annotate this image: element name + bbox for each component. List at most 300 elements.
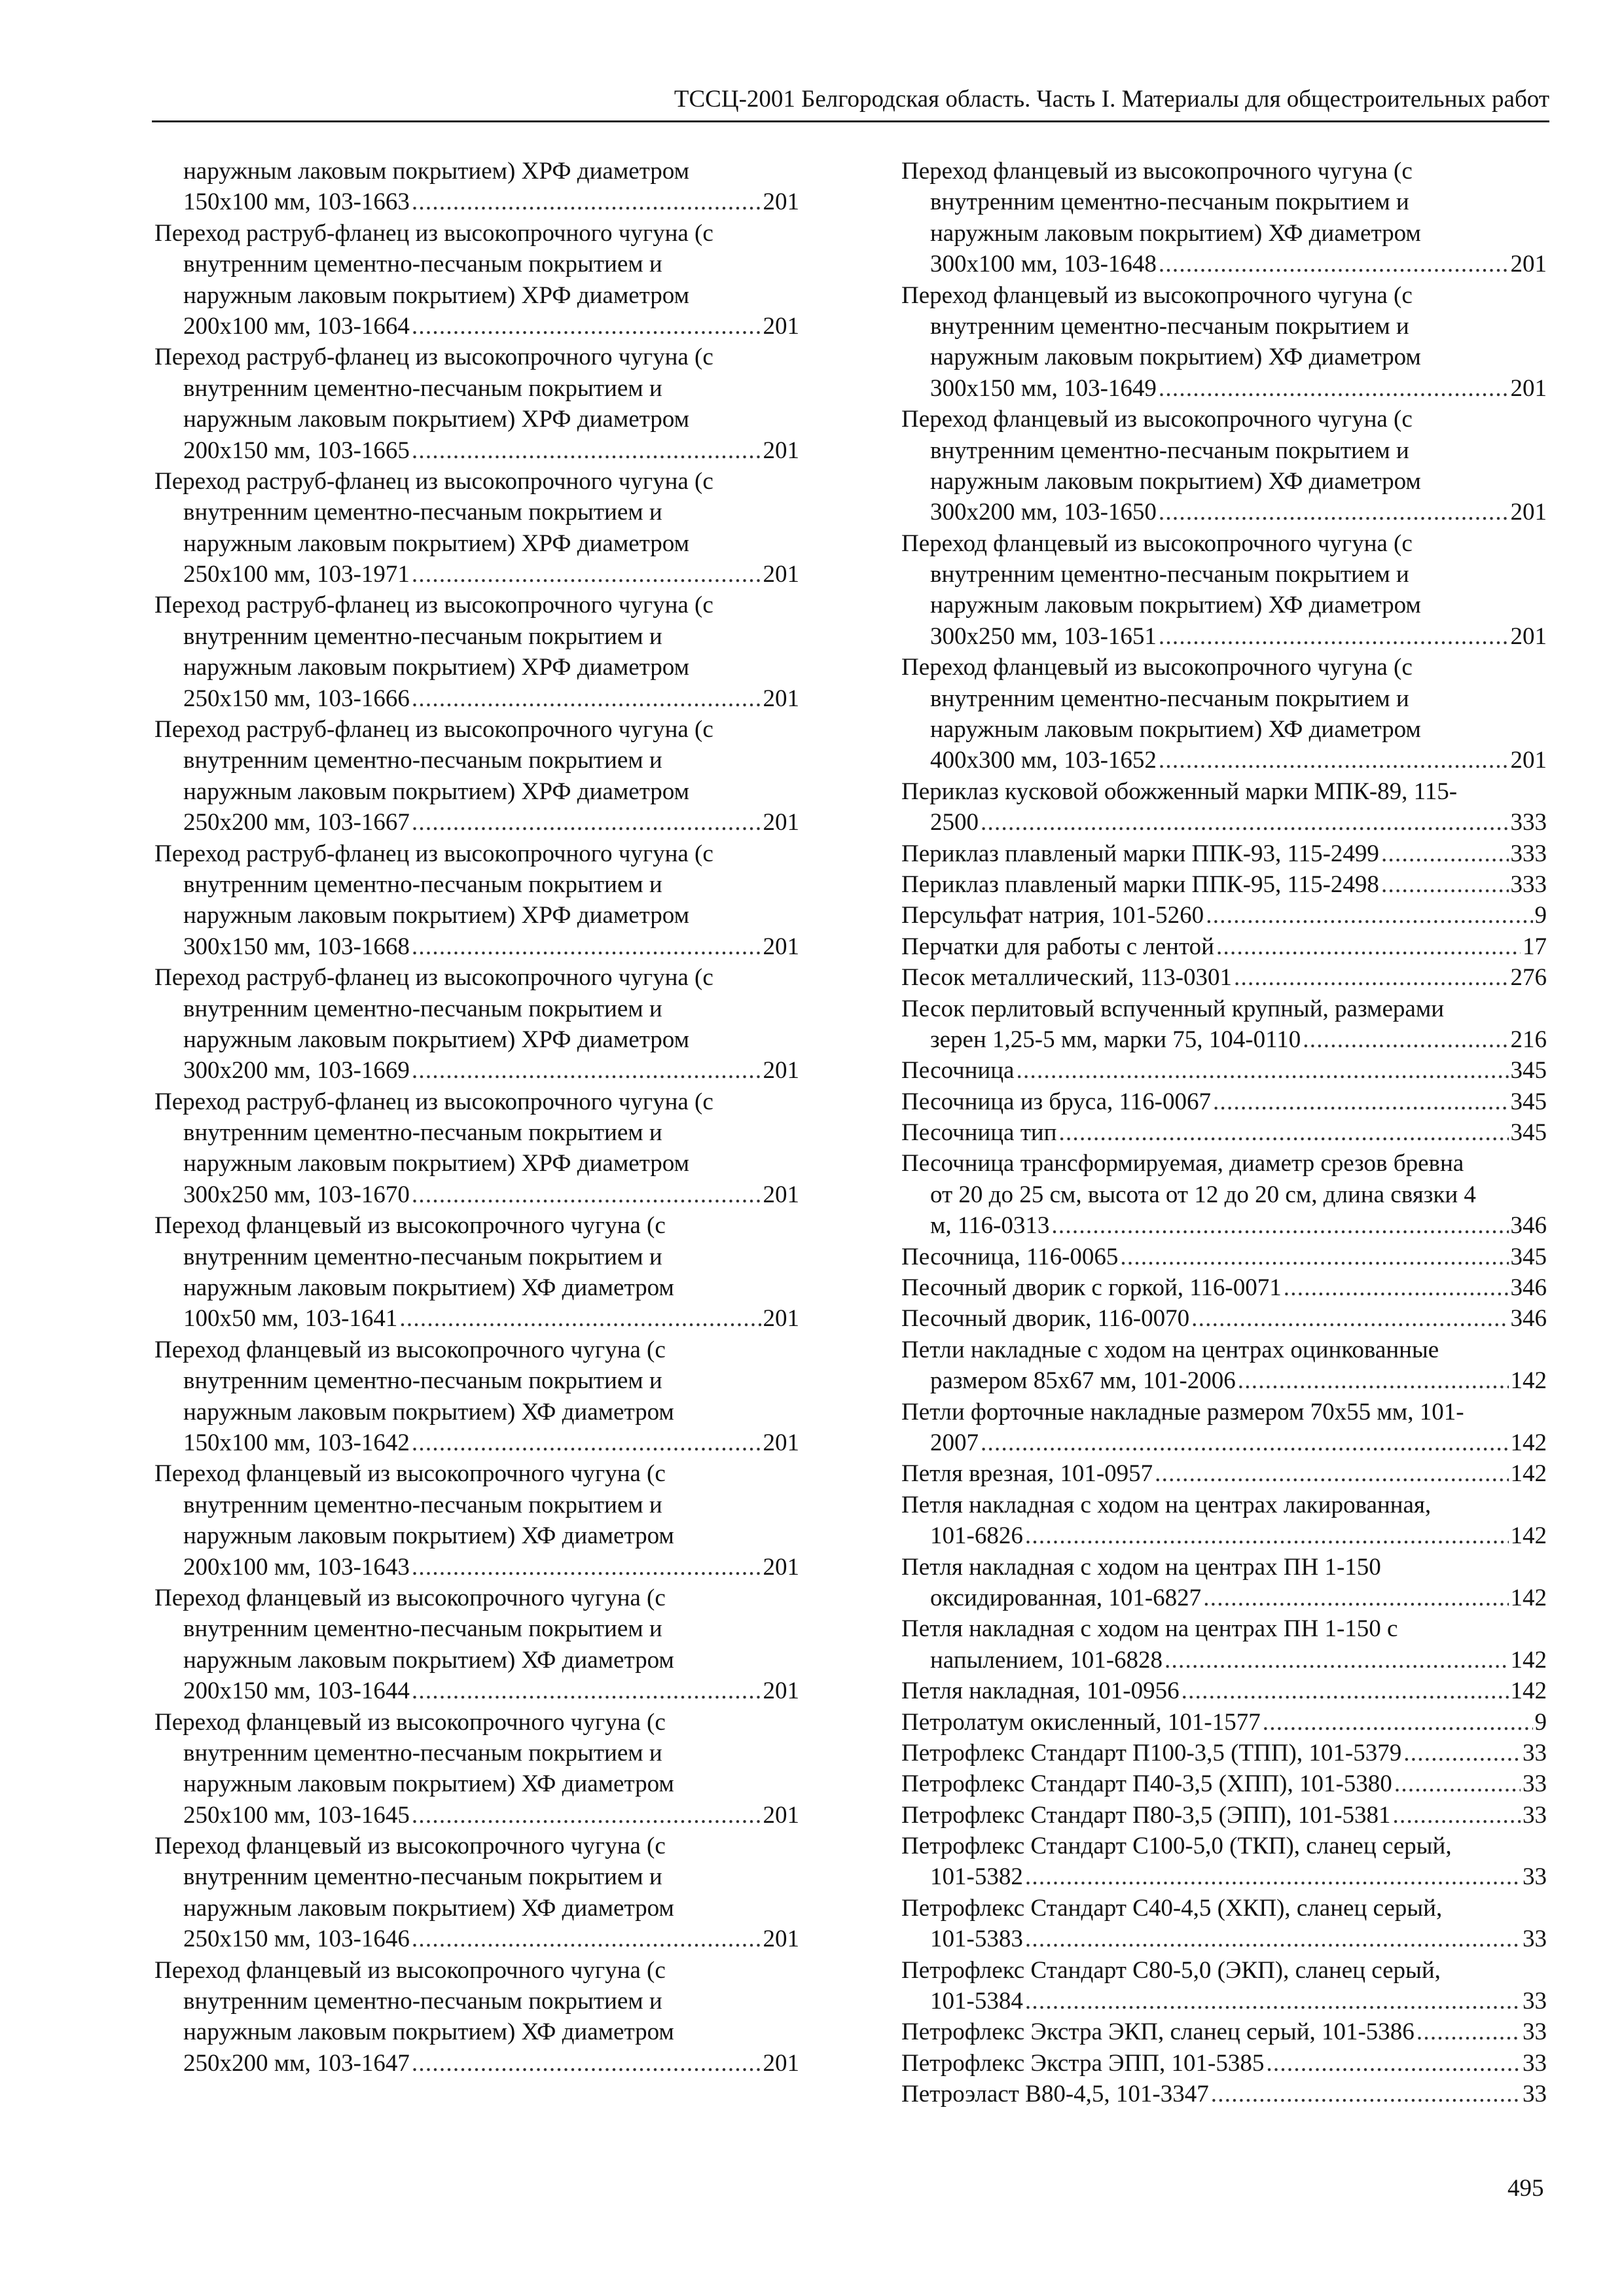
index-entry-line-with-page bbox=[901, 1055, 1547, 1086]
entry-page-number: 333 bbox=[1510, 840, 1547, 867]
dot-leader bbox=[1159, 745, 1509, 776]
entry-text: 250x150 мм, 103-1646 bbox=[183, 1926, 410, 1953]
entry-text: наружным лаковым покрытием) ХФ диаметром bbox=[930, 344, 1421, 371]
entry-text: Петля накладная, 101-0956 bbox=[901, 1677, 1180, 1705]
entry-text: Переход фланцевый из высокопрочного чугуна (с bbox=[154, 1460, 666, 1488]
entry-text: Петрофлекс Экстра ЭКП, сланец серый, 101-5386 bbox=[901, 2018, 1415, 2046]
dot-leader bbox=[412, 559, 761, 590]
entry-page-number: 142 bbox=[1510, 1677, 1547, 1705]
index-entry-line-with-page bbox=[901, 249, 1547, 279]
dot-leader bbox=[1051, 1210, 1508, 1241]
entry-text: 100x50 мм, 103-1641 bbox=[183, 1305, 398, 1333]
index-entry-line bbox=[154, 1831, 799, 1861]
index-entry-line bbox=[154, 218, 799, 249]
index-entry-line-with-page bbox=[901, 1583, 1547, 1613]
entry-text: Петля накладная с ходом на центрах ПН 1-150 с bbox=[901, 1615, 1398, 1643]
index-entry-line-with-page bbox=[154, 435, 799, 466]
entry-text: Песочница трансформируемая, диаметр срезов бревна bbox=[901, 1150, 1464, 1177]
entry-page-number: 142 bbox=[1510, 1584, 1547, 1611]
entry-text: 250x200 мм, 103-1647 bbox=[183, 2049, 410, 2077]
entry-text: Переход фланцевый из высокопрочного чугуна (с bbox=[154, 1336, 666, 1363]
entry-page-number: 33 bbox=[1523, 1988, 1547, 2015]
entry-page-number: 201 bbox=[763, 2049, 799, 2077]
entry-text: наружным лаковым покрытием) ХРФ диаметром bbox=[183, 778, 689, 805]
index-entry-line bbox=[901, 1893, 1547, 1924]
entry-page-number: 33 bbox=[1523, 2081, 1547, 2108]
entry-text: наружным лаковым покрытием) ХРФ диаметром bbox=[183, 406, 689, 433]
index-entry-line-with-page bbox=[901, 962, 1547, 993]
entry-text: зерен 1,25-5 мм, марки 75, 104-0110 bbox=[930, 1026, 1301, 1053]
index-entry-line-with-page bbox=[154, 1427, 799, 1458]
entry-text: 300x250 мм, 103-1651 bbox=[930, 622, 1157, 650]
entry-page-number: 201 bbox=[763, 437, 799, 464]
entry-text: 200x150 мм, 103-1665 bbox=[183, 437, 410, 464]
entry-page-number: 33 bbox=[1523, 2018, 1547, 2046]
entry-text: внутренним цементно-песчаным покрытием и bbox=[183, 1491, 662, 1518]
dot-leader bbox=[1155, 1458, 1508, 1489]
entry-page-number: 201 bbox=[763, 933, 799, 960]
entry-page-number: 346 bbox=[1510, 1212, 1547, 1240]
entry-page-number: 333 bbox=[1510, 870, 1547, 898]
dot-leader bbox=[1303, 1024, 1508, 1055]
entry-text: Переход фланцевый из высокопрочного чугуна (с bbox=[901, 654, 1413, 681]
index-entry-line-with-page bbox=[901, 1924, 1547, 1954]
index-entry-line-with-page bbox=[154, 1179, 799, 1210]
dot-leader bbox=[412, 1552, 761, 1583]
index-entry-line-with-page bbox=[154, 1303, 799, 1334]
index-entry-line bbox=[154, 838, 799, 869]
dot-leader bbox=[1191, 1303, 1508, 1334]
index-entry-line bbox=[154, 1335, 799, 1365]
index-entry-line bbox=[154, 1365, 799, 1396]
entry-text: Переход фланцевый из высокопрочного чугуна (с bbox=[901, 529, 1413, 557]
entry-text: 250x200 мм, 103-1667 bbox=[183, 809, 410, 836]
index-entry-line-with-page bbox=[154, 807, 799, 838]
dot-leader bbox=[1211, 2079, 1521, 2109]
index-entry-line-with-page bbox=[901, 1986, 1547, 2017]
entry-text: внутренним цементно-песчаным покрытием и bbox=[183, 1367, 662, 1395]
entry-text: 300x150 мм, 103-1668 bbox=[183, 933, 410, 960]
index-entry-line bbox=[901, 559, 1547, 590]
index-entry-line bbox=[154, 1738, 799, 1768]
index-entry-line-with-page bbox=[901, 497, 1547, 528]
entry-text: наружным лаковым покрытием) ХРФ диаметром bbox=[183, 157, 689, 185]
entry-text: внутренним цементно-песчаным покрытием и bbox=[183, 1863, 662, 1891]
entry-text: м, 116-0313 bbox=[930, 1212, 1050, 1240]
dot-leader bbox=[412, 1427, 761, 1458]
entry-text: Переход фланцевый из высокопрочного чугуна (с bbox=[154, 1833, 666, 1860]
dot-leader bbox=[412, 187, 761, 217]
entry-text: 150x100 мм, 103-1642 bbox=[183, 1429, 410, 1456]
index-entry-line bbox=[901, 435, 1547, 466]
index-entry-line bbox=[901, 404, 1547, 435]
entry-text: 2500 bbox=[930, 809, 979, 836]
index-entry-line bbox=[154, 1583, 799, 1613]
entry-page-number: 201 bbox=[763, 1057, 799, 1085]
entry-page-number: 201 bbox=[1510, 622, 1547, 650]
dot-leader bbox=[1159, 249, 1509, 279]
index-entry-line-with-page bbox=[901, 1024, 1547, 1055]
entry-page-number: 201 bbox=[1510, 251, 1547, 278]
entry-text: внутренним цементно-песчаным покрытием и bbox=[183, 870, 662, 898]
entry-text: наружным лаковым покрытием) ХРФ диаметром bbox=[183, 902, 689, 929]
entry-text: Петли форточные накладные размером 70x55 мм, 101- bbox=[901, 1398, 1464, 1426]
dot-leader bbox=[1182, 1676, 1509, 1706]
entry-text: 101-5383 bbox=[930, 1926, 1023, 1953]
index-entry-line bbox=[154, 1893, 799, 1924]
entry-text: наружным лаковым покрытием) ХРФ диаметром bbox=[183, 1150, 689, 1177]
index-entry-line bbox=[154, 156, 799, 187]
index-entry-line-with-page bbox=[154, 1552, 799, 1583]
index-entry-line bbox=[901, 1149, 1547, 1179]
entry-page-number: 33 bbox=[1523, 1770, 1547, 1798]
entry-text: размером 85x67 мм, 101-2006 bbox=[930, 1367, 1236, 1395]
index-entry-line-with-page bbox=[901, 1676, 1547, 1706]
entry-text: Петрофлекс Стандарт С100-5,0 (ТКП), сланец серый, bbox=[901, 1833, 1452, 1860]
entry-page-number: 142 bbox=[1510, 1522, 1547, 1550]
entry-page-number: 33 bbox=[1523, 1926, 1547, 1953]
entry-text: 300x100 мм, 103-1648 bbox=[930, 251, 1157, 278]
index-column-left bbox=[154, 156, 799, 2079]
index-entry-line bbox=[901, 280, 1547, 311]
entry-text: Петролатум окисленный, 101-1577 bbox=[901, 1708, 1261, 1736]
index-entry-line bbox=[154, 280, 799, 311]
index-entry-line bbox=[901, 776, 1547, 807]
entry-text: Переход раструб-фланец из высокопрочного чугуна (с bbox=[154, 219, 713, 247]
entry-text: наружным лаковым покрытием) ХФ диаметром bbox=[183, 1522, 674, 1550]
entry-text: Переход раструб-фланец из высокопрочного чугуна (с bbox=[154, 1088, 713, 1115]
entry-text: внутренним цементно-песчаным покрытием и bbox=[930, 188, 1409, 216]
index-entry-line bbox=[901, 1490, 1547, 1520]
entry-page-number: 142 bbox=[1510, 1429, 1547, 1456]
index-entry-line bbox=[901, 683, 1547, 714]
dot-leader bbox=[1025, 1861, 1521, 1892]
entry-text: наружным лаковым покрытием) ХФ диаметром bbox=[183, 1770, 674, 1798]
dot-leader bbox=[399, 1303, 761, 1334]
dot-leader bbox=[1393, 1800, 1521, 1831]
entry-text: наружным лаковым покрытием) ХРФ диаметром bbox=[183, 529, 689, 557]
entry-text: внутренним цементно-песчаным покрытием и bbox=[183, 1615, 662, 1643]
entry-text: внутренним цементно-песчаным покрытием и bbox=[930, 685, 1409, 712]
index-entry-line-with-page bbox=[901, 807, 1547, 838]
entry-page-number: 201 bbox=[1510, 499, 1547, 526]
index-entry-line bbox=[154, 994, 799, 1024]
index-entry-line bbox=[154, 900, 799, 931]
entry-text: 101-6826 bbox=[930, 1522, 1023, 1550]
entry-page-number: 9 bbox=[1534, 902, 1547, 929]
entry-text: внутренним цементно-песчаным покрытием и bbox=[183, 499, 662, 526]
entry-text: Персульфат натрия, 101-5260 bbox=[901, 902, 1204, 929]
index-entry-line bbox=[901, 1397, 1547, 1427]
index-entry-line bbox=[901, 994, 1547, 1024]
entry-text: внутренним цементно-песчаным покрытием и bbox=[183, 1243, 662, 1270]
index-entry-line bbox=[154, 869, 799, 900]
index-entry-line-with-page bbox=[154, 683, 799, 714]
dot-leader bbox=[1284, 1272, 1509, 1303]
index-entry-line bbox=[154, 1272, 799, 1303]
entry-text: внутренним цементно-песчаным покрытием и bbox=[183, 1739, 662, 1767]
entry-page-number: 33 bbox=[1523, 1863, 1547, 1891]
dot-leader bbox=[1381, 838, 1509, 869]
entry-text: внутренним цементно-песчаным покрытием и bbox=[183, 747, 662, 774]
entry-text: Переход раструб-фланец из высокопрочного чугуна (с bbox=[154, 840, 713, 867]
dot-leader bbox=[1394, 1768, 1521, 1799]
entry-page-number: 333 bbox=[1510, 809, 1547, 836]
dot-leader bbox=[412, 1676, 761, 1706]
entry-text: наружным лаковым покрытием) ХРФ диаметром bbox=[183, 654, 689, 681]
dot-leader bbox=[412, 435, 761, 466]
dot-leader bbox=[1164, 1645, 1508, 1676]
entry-page-number: 345 bbox=[1510, 1119, 1547, 1147]
index-entry-line-with-page bbox=[901, 1117, 1547, 1148]
entry-text: внутренним цементно-песчаным покрытием и bbox=[183, 1988, 662, 2015]
dot-leader bbox=[412, 807, 761, 838]
index-entry-line bbox=[901, 1613, 1547, 1644]
index-entry-line bbox=[154, 1861, 799, 1892]
entry-page-number: 201 bbox=[763, 561, 799, 588]
index-entry-line-with-page bbox=[901, 1303, 1547, 1334]
entry-text: наружным лаковым покрытием) ХФ диаметром bbox=[183, 1646, 674, 1674]
index-entry-line-with-page bbox=[901, 1520, 1547, 1551]
index-entry-line-with-page bbox=[154, 931, 799, 962]
entry-text: внутренним цементно-песчаным покрытием и bbox=[183, 1119, 662, 1147]
index-entry-line bbox=[154, 1986, 799, 2017]
index-entry-line bbox=[154, 249, 799, 279]
dot-leader bbox=[412, 2048, 761, 2079]
dot-leader bbox=[412, 683, 761, 714]
dot-leader bbox=[1416, 2017, 1521, 2047]
entry-page-number: 201 bbox=[763, 1801, 799, 1829]
entry-text: Песочница, 116-0065 bbox=[901, 1243, 1119, 1270]
dot-leader bbox=[1203, 1583, 1508, 1613]
page-header bbox=[152, 84, 1549, 122]
entry-text: внутренним цементно-песчаным покрытием и bbox=[183, 622, 662, 650]
dot-leader bbox=[981, 807, 1509, 838]
entry-text: 2007 bbox=[930, 1429, 979, 1456]
entry-text: Периклаз плавленый марки ППК-95, 115-2498 bbox=[901, 870, 1379, 898]
entry-text: Периклаз плавленый марки ППК-93, 115-2499 bbox=[901, 840, 1379, 867]
entry-text: внутренним цементно-песчаным покрытием и bbox=[183, 251, 662, 278]
entry-text: Переход раструб-фланец из высокопрочного чугуна (с bbox=[154, 592, 713, 619]
index-entry-line bbox=[154, 342, 799, 372]
entry-text: Петроэласт В80-4,5, 101-3347 bbox=[901, 2081, 1209, 2108]
page-number: 495 bbox=[1507, 2175, 1544, 2202]
dot-leader bbox=[1159, 497, 1509, 528]
index-entry-line-with-page bbox=[901, 1242, 1547, 1272]
entry-text: Петрофлекс Экстра ЭПП, 101-5385 bbox=[901, 2049, 1265, 2077]
index-entry-line-with-page bbox=[154, 1055, 799, 1086]
index-entry-line-with-page bbox=[901, 1427, 1547, 1458]
index-entry-line bbox=[154, 1490, 799, 1520]
index-entry-line-with-page bbox=[901, 1861, 1547, 1892]
index-entry-line bbox=[154, 1768, 799, 1799]
index-entry-line bbox=[901, 342, 1547, 372]
index-entry-line-with-page bbox=[901, 869, 1547, 900]
index-entry-line bbox=[901, 652, 1547, 683]
index-entry-line-with-page bbox=[901, 1210, 1547, 1241]
index-entry-line-with-page bbox=[901, 621, 1547, 652]
index-entry-line bbox=[154, 2017, 799, 2047]
header-title: ТССЦ-2001 Белгородская область. Часть I. Материалы для общестроительных работ bbox=[674, 86, 1549, 113]
dot-leader bbox=[1381, 869, 1509, 900]
dot-leader bbox=[1159, 373, 1509, 404]
entry-text: Перчатки для работы с лентой bbox=[901, 933, 1214, 960]
entry-text: Песочница тип bbox=[901, 1119, 1057, 1147]
entry-text: Песочница из бруса, 116-0067 bbox=[901, 1088, 1211, 1115]
entry-text: 300x200 мм, 103-1650 bbox=[930, 499, 1157, 526]
index-entry-line-with-page bbox=[901, 1800, 1547, 1831]
entry-text: наружным лаковым покрытием) ХРФ диаметром bbox=[183, 1026, 689, 1053]
dot-leader bbox=[1159, 621, 1509, 652]
index-entry-line-with-page bbox=[901, 1645, 1547, 1676]
entry-text: 200x100 мм, 103-1643 bbox=[183, 1553, 410, 1581]
dot-leader bbox=[1025, 1986, 1521, 2017]
index-entry-line bbox=[154, 1613, 799, 1644]
dot-leader bbox=[412, 1800, 761, 1831]
entry-page-number: 345 bbox=[1510, 1057, 1547, 1085]
index-entry-line bbox=[154, 1149, 799, 1179]
index-entry-line-with-page bbox=[901, 900, 1547, 931]
entry-page-number: 345 bbox=[1510, 1088, 1547, 1115]
entry-text: наружным лаковым покрытием) ХФ диаметром bbox=[930, 219, 1421, 247]
entry-text: Петля накладная с ходом на центрах ПН 1-150 bbox=[901, 1553, 1381, 1581]
index-entry-line-with-page bbox=[901, 1272, 1547, 1303]
entry-text: наружным лаковым покрытием) ХФ диаметром bbox=[930, 592, 1421, 619]
index-entry-line bbox=[901, 311, 1547, 342]
entry-text: Переход фланцевый из высокопрочного чугуна (с bbox=[154, 1708, 666, 1736]
dot-leader bbox=[981, 1427, 1509, 1458]
index-entry-line-with-page bbox=[154, 311, 799, 342]
dot-leader bbox=[412, 311, 761, 342]
index-entry-line bbox=[901, 1552, 1547, 1583]
index-entry-line bbox=[154, 1210, 799, 1241]
entry-text: наружным лаковым покрытием) ХФ диаметром bbox=[183, 1274, 674, 1302]
entry-page-number: 201 bbox=[763, 1677, 799, 1705]
entry-page-number: 142 bbox=[1510, 1367, 1547, 1395]
entry-text: Переход раструб-фланец из высокопрочного чугуна (с bbox=[154, 467, 713, 495]
dot-leader bbox=[1025, 1924, 1521, 1954]
index-column-right bbox=[901, 156, 1547, 2110]
entry-page-number: 201 bbox=[763, 1181, 799, 1208]
dot-leader bbox=[412, 1924, 761, 1954]
index-entry-line-with-page bbox=[901, 1365, 1547, 1396]
entry-text: Петля накладная с ходом на центрах лакированная, bbox=[901, 1491, 1432, 1518]
dot-leader bbox=[1058, 1117, 1508, 1148]
index-entry-line-with-page bbox=[154, 2048, 799, 2079]
entry-page-number: 9 bbox=[1534, 1708, 1547, 1736]
index-entry-line bbox=[154, 404, 799, 435]
entry-page-number: 33 bbox=[1523, 2049, 1547, 2077]
entry-text: Петля врезная, 101-0957 bbox=[901, 1460, 1153, 1488]
entry-page-number: 216 bbox=[1510, 1026, 1547, 1053]
entry-page-number: 201 bbox=[763, 1553, 799, 1581]
index-entry-line bbox=[154, 373, 799, 404]
dot-leader bbox=[1266, 2048, 1521, 2079]
entry-page-number: 346 bbox=[1510, 1274, 1547, 1302]
index-entry-line bbox=[901, 156, 1547, 187]
dot-leader bbox=[1120, 1242, 1508, 1272]
index-entry-line bbox=[901, 590, 1547, 620]
entry-text: Петрофлекс Стандарт С40-4,5 (ХКП), сланец серый, bbox=[901, 1894, 1443, 1922]
entry-text: Песочный дворик, 116-0070 bbox=[901, 1305, 1190, 1333]
index-entry-line bbox=[154, 528, 799, 559]
entry-text: Песочница bbox=[901, 1057, 1015, 1085]
index-entry-line-with-page bbox=[901, 2048, 1547, 2079]
index-entry-line bbox=[154, 590, 799, 620]
index-entry-line bbox=[901, 187, 1547, 217]
index-entry-line-with-page bbox=[901, 745, 1547, 776]
index-entry-line-with-page bbox=[901, 2017, 1547, 2047]
entry-text: Петрофлекс Стандарт С80-5,0 (ЭКП), сланец серый, bbox=[901, 1956, 1441, 1984]
entry-text: внутренним цементно-песчаным покрытием и bbox=[183, 995, 662, 1022]
entry-text: оксидированная, 101-6827 bbox=[930, 1584, 1202, 1611]
dot-leader bbox=[1238, 1365, 1509, 1396]
entry-text: Песок металлический, 113-0301 bbox=[901, 964, 1233, 992]
entry-text: Переход раструб-фланец из высокопрочного чугуна (с bbox=[154, 964, 713, 992]
index-entry-line-with-page bbox=[901, 1707, 1547, 1738]
dot-leader bbox=[1206, 900, 1532, 931]
entry-text: Петли накладные с ходом на центрах оцинкованные bbox=[901, 1336, 1439, 1363]
index-entry-line bbox=[154, 1242, 799, 1272]
dot-leader bbox=[1016, 1055, 1508, 1086]
index-entry-line-with-page bbox=[901, 1086, 1547, 1117]
dot-leader bbox=[412, 1055, 761, 1086]
dot-leader bbox=[1213, 1086, 1509, 1117]
index-entry-line bbox=[154, 652, 799, 683]
dot-leader bbox=[1216, 931, 1521, 962]
index-entry-line bbox=[154, 1458, 799, 1489]
index-entry-line bbox=[154, 466, 799, 497]
entry-text: наружным лаковым покрытием) ХРФ диаметром bbox=[183, 281, 689, 309]
entry-text: внутренним цементно-песчаным покрытием и bbox=[183, 374, 662, 402]
entry-text: от 20 до 25 см, высота от 12 до 20 см, длина связки 4 bbox=[930, 1181, 1476, 1208]
entry-text: Песок перлитовый вспученный крупный, размерами bbox=[901, 995, 1445, 1022]
entry-text: Переход фланцевый из высокопрочного чугуна (с bbox=[154, 1956, 666, 1984]
entry-page-number: 33 bbox=[1523, 1801, 1547, 1829]
index-entry-line bbox=[901, 1831, 1547, 1861]
entry-text: 300x250 мм, 103-1670 bbox=[183, 1181, 410, 1208]
index-entry-line-with-page bbox=[901, 373, 1547, 404]
index-entry-line bbox=[154, 621, 799, 652]
index-entry-line-with-page bbox=[154, 187, 799, 217]
index-entry-line bbox=[154, 1955, 799, 1986]
index-entry-line bbox=[154, 1024, 799, 1055]
entry-text: 150x100 мм, 103-1663 bbox=[183, 188, 410, 216]
entry-text: 200x100 мм, 103-1664 bbox=[183, 312, 410, 340]
index-entry-line-with-page bbox=[901, 931, 1547, 962]
index-entry-line-with-page bbox=[154, 1676, 799, 1706]
entry-page-number: 345 bbox=[1510, 1243, 1547, 1270]
entry-page-number: 201 bbox=[763, 1429, 799, 1456]
index-entry-line-with-page bbox=[901, 1738, 1547, 1768]
entry-text: 300x200 мм, 103-1669 bbox=[183, 1057, 410, 1085]
dot-leader bbox=[1263, 1707, 1533, 1738]
dot-leader bbox=[412, 1179, 761, 1210]
entry-page-number: 201 bbox=[1510, 374, 1547, 402]
entry-text: Переход фланцевый из высокопрочного чугуна (с bbox=[154, 1212, 666, 1240]
entry-text: Песочный дворик с горкой, 116-0071 bbox=[901, 1274, 1282, 1302]
entry-text: 101-5382 bbox=[930, 1863, 1023, 1891]
entry-text: Переход фланцевый из высокопрочного чугуна (с bbox=[901, 406, 1413, 433]
entry-page-number: 201 bbox=[763, 1305, 799, 1333]
entry-text: Петрофлекс Стандарт П100-3,5 (ТПП), 101-5379 bbox=[901, 1739, 1402, 1767]
entry-page-number: 346 bbox=[1510, 1305, 1547, 1333]
dot-leader bbox=[1403, 1738, 1521, 1768]
entry-text: наружным лаковым покрытием) ХФ диаметром bbox=[183, 2018, 674, 2046]
index-entry-line bbox=[901, 466, 1547, 497]
entry-page-number: 201 bbox=[763, 1926, 799, 1953]
index-entry-line bbox=[154, 1707, 799, 1738]
